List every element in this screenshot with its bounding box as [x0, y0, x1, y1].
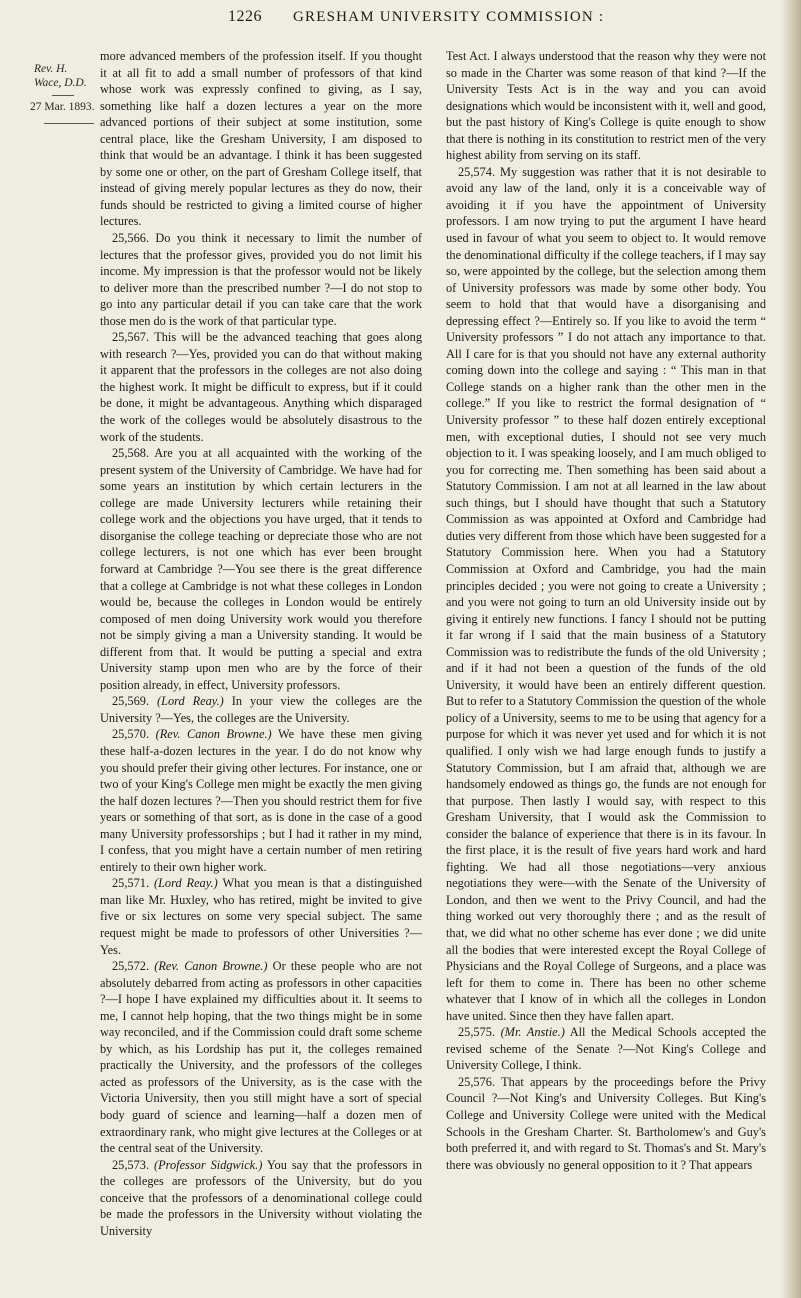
paragraph: [446, 164, 766, 1024]
paragraph-text: That appears by the proceedings before the Privy Council ?—Not King's and University Colleges. But King's College and University College were united with the Medical Schools in the Gresham Charter. St. Bartholomew's and Guy's both preferred it, and with regard to St. Thomas's and St. Mary's there was obviously no general opposition to it ? That appears: [446, 1074, 766, 1172]
paragraph-text: You say that the professors in the colleges are professors of the University, but do you conceive that the professors of a denominational college could be made the professors in the University without violating the University: [100, 1157, 422, 1238]
margin-note: [30, 62, 96, 124]
question-number: 25,566.: [112, 231, 150, 246]
evidence-date: 27 Mar. 1893.: [30, 101, 95, 113]
speaker: (Lord Reay.): [156, 694, 224, 709]
question-number: 25,573.: [112, 1157, 150, 1172]
speaker: (Mr. Anstie.): [500, 1025, 565, 1040]
question-number: 25,574.: [458, 164, 496, 179]
page-edge-shadow: [781, 0, 801, 1298]
speaker: (Rev. Canon Browne.): [155, 727, 272, 742]
question-number: 25,570.: [112, 727, 150, 742]
question-number: 25,568.: [112, 446, 150, 461]
paragraph-text: Or these people who are not absolutely debarred from acting as professors in other capacities ?—I hope I have explained my difficulties about it. It seems to me, I cannot help hoping, that the two things might be in some way reconciled, and if the Commission could draft some scheme by which, as his Lordship has put it, the colleges remained practically the University, and the professors of the colleges acted as professors of the University, as is the case with the Victoria University, then you still might have a sort of special body guard of science and learning—half a dozen men of extraordinary rank, who might give lectures at the Colleges or at the central seat of the University.: [100, 959, 422, 1156]
left-column: [100, 48, 422, 1239]
paragraph: [100, 875, 422, 958]
paragraph-text: What you mean is that a distinguished man like Mr. Huxley, who has retired, might be invited to give five or six lectures on some very special subject. The same request might be made to professors of other Universities ?—Yes.: [100, 876, 422, 957]
paragraph-text: My suggestion was rather that it is not desirable to avoid any law of the land, only it is a conceivable way of avoiding it if you have the appointment of University professors. I am now trying to put the argument I have heard used in favour of what you seem to object to. It would remove the denominational difficulty if the college teachers, if I may say so, were appointed by the college, but the selection among them of University professors was made by some other body. You seem to hold that that would have a disorganising and depressing effect ?—Entirely so. If you like to avoid the term “ University professors ” I do not attach any importance to that. All I care for is that you should not have any external authority coming down into the college and saying : “ This man in that College stands on a higher rank than the other men in the college.” If you like to restrict the formal designation of “ University professor ” to these half dozen entirely exceptional men, with exceptional duties, I should not see very much objection to it. I was speaking loosely, and I am much obliged to you for correcting me. Then something has been said about a Statutory Commission. I am not at all learned in the law about such things, but I should have thought that such a Statutory Commission as was appointed at Oxford and Cambridge had duties very different from those which have been suggested for a Statutory Commission here. When you had a Statutory Commission at Oxford and Cambridge, you had the main principles decided ; you were not going to create a University ; and you were not going to turn an old University inside out by giving it entirely new functions. I fancy I should not be putting it far wrong if I said that the main business of a Statutory Commission was to redistribute the funds of the old University ; and if it had not been a question of the funds of the old University, it would have been an entirely different question. But to refer to a Statutory Commission the question of the whole policy of a University, seems to me to be using that agency for a purpose for which it was never yet used and for which it is not qualified. I only wish we had large enough funds to justify a Statutory Commission, but I am afraid that, although we are handsomely endowed as things go, the funds are not enough for that purpose. Then lastly I would say, with respect to this Gresham University, that I would ask the Commission to consider the balance of experience that there is in its favour. In the first place, it is the result of five years hard work and hard fighting. We had all those negotiations—very anxious negotiations they were—with the Senate of the University of London, and then we went to the Privy Council, and had the thing worked out very thoroughly there ; and as the result of that, we did what no other scheme has ever done ; we did unite all the bodies that were interested except the Royal College of Physicians and the Royal College of Surgeons, and a place was left for them to come in. There has been no other scheme whatever that I know of in which all the colleges in London have united. Since then they have fallen apart.: [446, 164, 766, 1023]
right-column: [446, 48, 766, 1173]
paragraph: [100, 230, 422, 329]
speaker: (Professor Sidgwick.): [153, 1157, 263, 1172]
question-number: 25,571.: [112, 876, 150, 891]
question-number: 25,576.: [458, 1074, 496, 1089]
paragraph: [100, 958, 422, 1157]
paragraph-text: Test Act. I always understood that the reason why they were not so made in the Charter was some reason of that kind ?—If the University Tests Act is in the way and you can avoid designations which would be inconsistent with it, well and good, but the past history of King's College is quite enough to show that there is nothing in its constitution to restrict men of the very highest ability from serving on its staff.: [446, 49, 766, 163]
margin-rule: [52, 95, 74, 96]
question-number: 25,567.: [112, 330, 150, 345]
running-title: GRESHAM UNIVERSITY COMMISSION :: [293, 9, 605, 25]
paragraph-text: more advanced members of the profession itself. If you thought it at all fit to add a small number of professors of that kind whose work was expressly confined to giving, as I say, something like half a dozen lectures a year on the more advanced portions of their subject at some institution, some central place, like the Gresham University, I am disposed to think that would be an advantage. I think it has been suggested by some one or other, on the part of Gresham College itself, that instead of giving merely popular lectures as they do now, their funds should be restricted to giving a limited course of higher lectures.: [100, 49, 422, 229]
question-number: 25,572.: [112, 959, 150, 974]
paragraph-text: Do you think it necessary to limit the number of lectures that the professor gives, provided you do not limit his income. My impression is that the professor would not be likely to deliver more than the prescribed number ?—I do not stop to go into any particular detail if you can take care that the work those men do is the work of that particular type.: [100, 231, 423, 328]
paragraph-text: All the Medical Schools accepted the revised scheme of the Senate ?—Not King's College and University College, I think.: [446, 1025, 766, 1073]
page-header: [0, 8, 801, 30]
witness-name: Rev. H. Wace, D.D.: [34, 63, 87, 89]
speaker: (Rev. Canon Browne.): [154, 959, 268, 974]
paragraph: [446, 1024, 766, 1074]
page-number: 1226: [228, 8, 262, 25]
paragraph: [100, 445, 422, 693]
paragraph-text: We have these men giving these half-a-dozen lectures in the year. I do do not know why you should prefer their giving other lectures. For instance, one or two of your King's College men might be exactly the men giving the half dozen lectures ?—Then you should restrict them for five years or something of that sort, as is done in the case of a good many University professorships ; but I had it rather in my mind, I confess, that you might have a certain number of men retiring entirely to their own higher work.: [100, 727, 422, 874]
margin-rule: [44, 123, 94, 124]
speaker: (Lord Reay.): [153, 876, 218, 891]
paragraph-text: In your view the colleges are the University ?—Yes, the colleges are the University.: [100, 694, 422, 725]
paragraph: [446, 1074, 766, 1173]
paragraph: [100, 48, 422, 230]
paragraph: [100, 726, 422, 875]
question-number: 25,569.: [112, 694, 150, 709]
paragraph: [446, 48, 766, 164]
question-number: 25,575.: [458, 1025, 496, 1040]
paragraph: [100, 1157, 422, 1240]
paragraph: [100, 693, 422, 726]
paragraph-text: This will be the advanced teaching that goes along with research ?—Yes, provided you can do that without making it apparent that the professors in the colleges are not also doing the highest work. It might be difficult to express, but if it could be done, it might be advantageous. Anything which disparaged the work of the colleges would be absolutely disastrous to the work of the students.: [100, 330, 422, 444]
paragraph-text: Are you at all acquainted with the working of the present system of the University of Cambridge. We have had for some years an institution by which certain lecturers in the college are made University lecturers while retaining their college work and the objections you have urged, that it tends to disorganise the college teaching or depreciate those who are not college lecturers, is not one which has ever been brought forward at Cambridge ?—You see there is the great difference that a college at Cambridge is not what these colleges in London would be, because the colleges in London would be entirely composed of men doing University work would you therefore not be simply giving a man a University standing. It would be different from that. It would be putting a special and extra University stamp upon men who are by the force of their position already, in effect, University professors.: [100, 446, 423, 692]
paragraph: [100, 329, 422, 445]
